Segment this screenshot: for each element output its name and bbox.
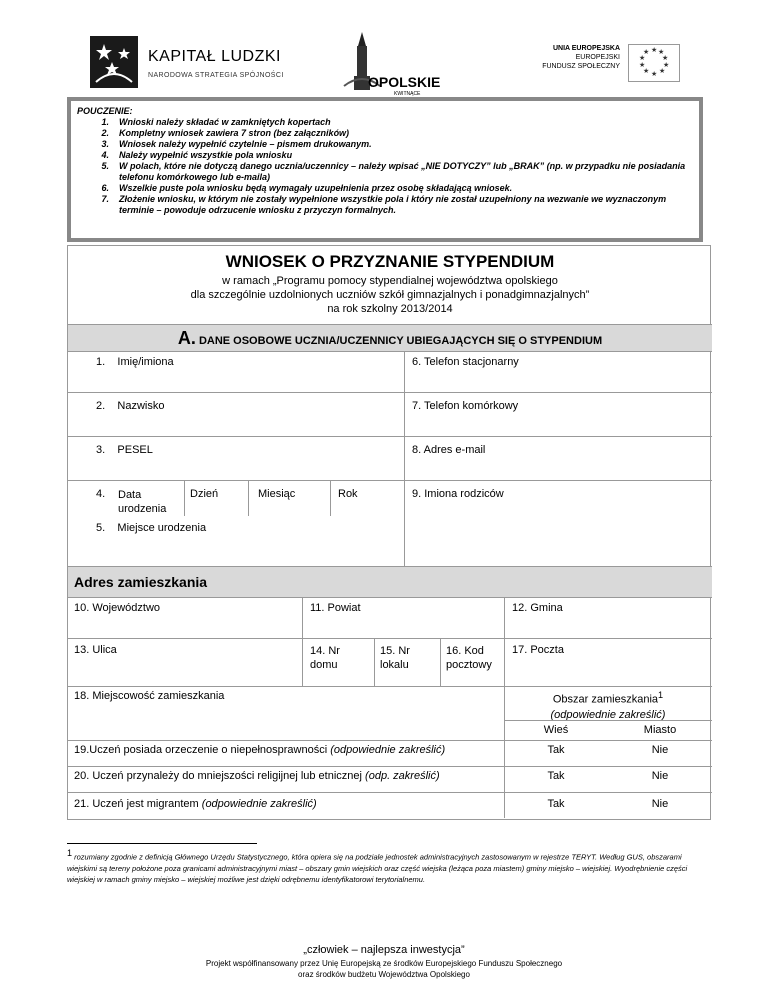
field-label: Miejsce urodzenia — [117, 522, 207, 534]
section-a-header — [68, 324, 712, 352]
instruction-text: Wniosek należy wypełnić czytelnie – pismem drukowanym. — [119, 139, 372, 149]
instruction-number: 1. — [101, 117, 109, 127]
area-of-residence — [504, 688, 712, 723]
option-rural[interactable]: Wieś — [543, 724, 569, 736]
field-apartment-number[interactable]: 15. Nr lokalu — [380, 645, 410, 671]
header-logos — [90, 30, 680, 100]
instruction-text: Wnioski należy składać w zamkniętych kopertach — [119, 117, 331, 127]
field-number: 1. — [96, 356, 106, 368]
opolskie-logo — [338, 30, 458, 100]
option-urban[interactable]: Miasto — [643, 724, 677, 736]
field-birth-number: 4. — [96, 488, 106, 500]
area-label: Obszar zamieszkania — [552, 693, 659, 706]
divider — [374, 638, 375, 686]
instruction-number: 7. — [101, 194, 109, 204]
field-pesel[interactable] — [96, 444, 153, 456]
section-a-letter: A. — [177, 328, 196, 348]
instruction-item — [77, 128, 693, 139]
address-section-header: Adres zamieszkania — [68, 566, 712, 598]
footnote-rule — [67, 843, 257, 844]
field-note: (odpowiednie zakreślić) — [201, 798, 317, 810]
footer-line2: oraz środków budżetu Województwa Opolskiego — [298, 970, 470, 979]
section-a-title: DANE OSOBOWE UCZNIA/UCZENNICY UBIEGAJĄCYCH SIĘ O STYPENDIUM — [198, 335, 603, 347]
field-voivodeship[interactable]: 10. Województwo — [74, 602, 161, 614]
instruction-item — [77, 117, 693, 128]
disability-yes[interactable]: Tak — [547, 744, 565, 756]
migrant-yes[interactable]: Tak — [547, 798, 565, 810]
svg-text:★: ★ — [663, 61, 670, 69]
disability-no[interactable]: Nie — [651, 744, 669, 756]
instruction-item — [77, 139, 693, 150]
minority-no[interactable]: Nie — [651, 770, 669, 782]
footnote-text: rozumiany zgodnie z definicją Głównego Urzędu Statystycznego, która opiera się na podziale jednostek administracyjnych zastosowanym w rejestrze TERYT. Według GUS, obszarami wiejskimi są tereny położone poza granicami administracyjnymi miast – obszary gmin wiejskich oraz część wiejska (leżąca poza miastem) gminy miejsko – wiejskiej. Wyodrębnienie części wiejskiej w ramach gminy miejsko – wiejskiej możliwe jest dzięki odrębnemu identyfikatorowi terytorialnemu. — [67, 852, 688, 884]
divider — [68, 436, 712, 437]
field-minority — [74, 770, 440, 782]
svg-text:★: ★ — [651, 70, 658, 78]
eu-text — [542, 44, 620, 71]
footnote-mark: 1 — [67, 848, 73, 858]
divider — [68, 480, 712, 481]
subtitle-line2: dla szczególnie uzdolnionych uczniów szkół gimnazjalnych i ponadgimnazjalnych” — [190, 289, 590, 301]
instructions-box — [67, 97, 703, 242]
field-disability — [74, 744, 445, 756]
divider — [504, 598, 505, 686]
divider — [68, 686, 712, 687]
kapital-ludzki-logo — [90, 36, 310, 96]
field-label: PESEL — [117, 444, 153, 456]
footnote-ref: 1 — [658, 690, 664, 700]
application-form — [67, 245, 711, 820]
instruction-item — [77, 150, 693, 161]
instruction-number: 3. — [101, 139, 109, 149]
instruction-number: 2. — [101, 128, 109, 138]
field-county[interactable]: 11. Powiat — [310, 602, 361, 614]
field-note: (odpowiednie zakreślić) — [330, 744, 446, 756]
field-surname[interactable] — [96, 400, 165, 412]
subtitle-line3: na rok szkolny 2013/2014 — [327, 303, 453, 315]
instruction-number: 5. — [101, 161, 109, 171]
opolskie-subtitle: KWITNĄCE — [394, 91, 421, 97]
instruction-text: Złożenie wniosku, w którym nie zostały wypełnione wszystkie pola i który nie został uzupełniony na wezwanie we wyznaczonym terminie – powoduje odrzucenie wniosku z przyczyn formalnych. — [119, 194, 667, 215]
field-label: 19.Uczeń posiada orzeczenie o niepełnosprawności — [74, 744, 328, 756]
eu-line1: UNIA EUROPEJSKA — [552, 45, 620, 52]
footer-line1: Projekt współfinansowany przez Unię Europejską ze środków Europejskiego Funduszu Społecznego — [205, 959, 563, 968]
field-commune[interactable]: 12. Gmina — [512, 602, 563, 614]
svg-text:★: ★ — [643, 48, 650, 56]
instructions-heading: POUCZENIE: — [77, 106, 133, 116]
field-birth-day[interactable]: Dzień — [190, 488, 219, 500]
migrant-no[interactable]: Nie — [651, 798, 669, 810]
eu-flag-icon — [628, 44, 680, 82]
instruction-number: 4. — [101, 150, 109, 160]
instruction-item — [77, 183, 693, 194]
field-email[interactable]: 8. Adres e-mail — [412, 444, 486, 456]
field-birth-month[interactable]: Miesiąc — [258, 488, 296, 500]
divider — [68, 766, 712, 767]
field-birth-place[interactable] — [96, 522, 206, 534]
instruction-item — [77, 161, 693, 183]
divider — [184, 480, 185, 516]
svg-text:★: ★ — [639, 61, 646, 69]
svg-text:★: ★ — [659, 67, 666, 75]
opolskie-text: OPOLSKIE — [368, 74, 441, 90]
divider — [302, 598, 303, 686]
subtitle-line1: w ramach „Programu pomocy stypendialnej województwa opolskiego — [222, 275, 558, 287]
field-postal-code[interactable]: 16. Kod pocztowy — [446, 645, 492, 671]
kapital-ludzki-subtitle: NARODOWA STRATEGIA SPÓJNOŚCI — [148, 72, 284, 79]
eu-line3: FUNDUSZ SPOŁECZNY — [542, 63, 620, 70]
field-migrant — [74, 798, 317, 810]
field-post-office[interactable]: 17. Poczta — [512, 644, 564, 656]
svg-text:★: ★ — [651, 46, 658, 54]
instruction-item — [77, 194, 693, 216]
instruction-text: Kompletny wniosek zawiera 7 stron (bez załączników) — [119, 128, 350, 138]
kapital-ludzki-title: KAPITAŁ LUDZKI — [148, 48, 281, 65]
divider — [248, 480, 249, 516]
instruction-number: 6. — [101, 183, 109, 193]
footer-motto: „człowiek – najlepsza inwestycja” — [303, 944, 465, 956]
form-title: WNIOSEK O PRZYZNANIE STYPENDIUM — [225, 252, 555, 271]
field-label: Nazwisko — [117, 400, 165, 412]
svg-text:★: ★ — [643, 67, 650, 75]
field-note: (odp. zakreślić) — [365, 770, 440, 782]
field-parents-names[interactable]: 9. Imiona rodziców — [412, 488, 504, 500]
svg-text:★: ★ — [639, 54, 646, 62]
field-landline[interactable]: 6. Telefon stacjonarny — [412, 356, 519, 368]
divider — [68, 792, 712, 793]
divider — [330, 480, 331, 516]
page-footer — [0, 945, 768, 980]
minority-yes[interactable]: Tak — [547, 770, 565, 782]
field-birth-date: Data urodzenia — [118, 489, 167, 515]
field-number: 5. — [96, 522, 106, 534]
divider — [404, 352, 405, 566]
instruction-text: W polach, które nie dotyczą danego ucznia/uczennicy – należy wpisać „NIE DOTYCZY” lub „BRAK” (np. w przypadku nie posiadania telefonu komórkowego lub e-maila) — [119, 161, 686, 182]
divider — [504, 720, 712, 721]
divider — [68, 638, 712, 639]
svg-text:★: ★ — [662, 54, 669, 62]
kapital-ludzki-emblem-icon — [90, 36, 138, 88]
footnote — [67, 848, 707, 885]
divider — [68, 392, 712, 393]
field-label: Imię/imiona — [117, 356, 174, 368]
field-house-number[interactable]: 14. Nr domu — [310, 645, 340, 671]
form-subtitle — [68, 274, 712, 316]
field-first-name[interactable] — [96, 356, 174, 368]
area-note: (odpowiednie zakreślić) — [550, 708, 666, 721]
instruction-text: Wszelkie puste pola wniosku będą wymagały uzupełnienia przez osobę składającą wniosek. — [119, 183, 513, 193]
svg-text:★: ★ — [658, 48, 665, 56]
eu-logo — [510, 44, 680, 84]
field-locality[interactable]: 18. Miejscowość zamieszkania — [74, 690, 225, 702]
field-label: 21. Uczeń jest migrantem — [74, 798, 199, 810]
field-birth-year[interactable]: Rok — [338, 488, 358, 500]
divider — [68, 740, 712, 741]
instructions-list — [77, 117, 693, 216]
field-street[interactable]: 13. Ulica — [74, 644, 117, 656]
divider — [440, 638, 441, 686]
instruction-text: Należy wypełnić wszystkie pola wniosku — [119, 150, 293, 160]
field-number: 2. — [96, 400, 106, 412]
field-mobile[interactable]: 7. Telefon komórkowy — [412, 400, 519, 412]
field-number: 3. — [96, 444, 106, 456]
field-label: 20. Uczeń przynależy do mniejszości religijnej lub etnicznej — [74, 770, 362, 782]
eu-line2: EUROPEJSKI — [575, 54, 620, 61]
